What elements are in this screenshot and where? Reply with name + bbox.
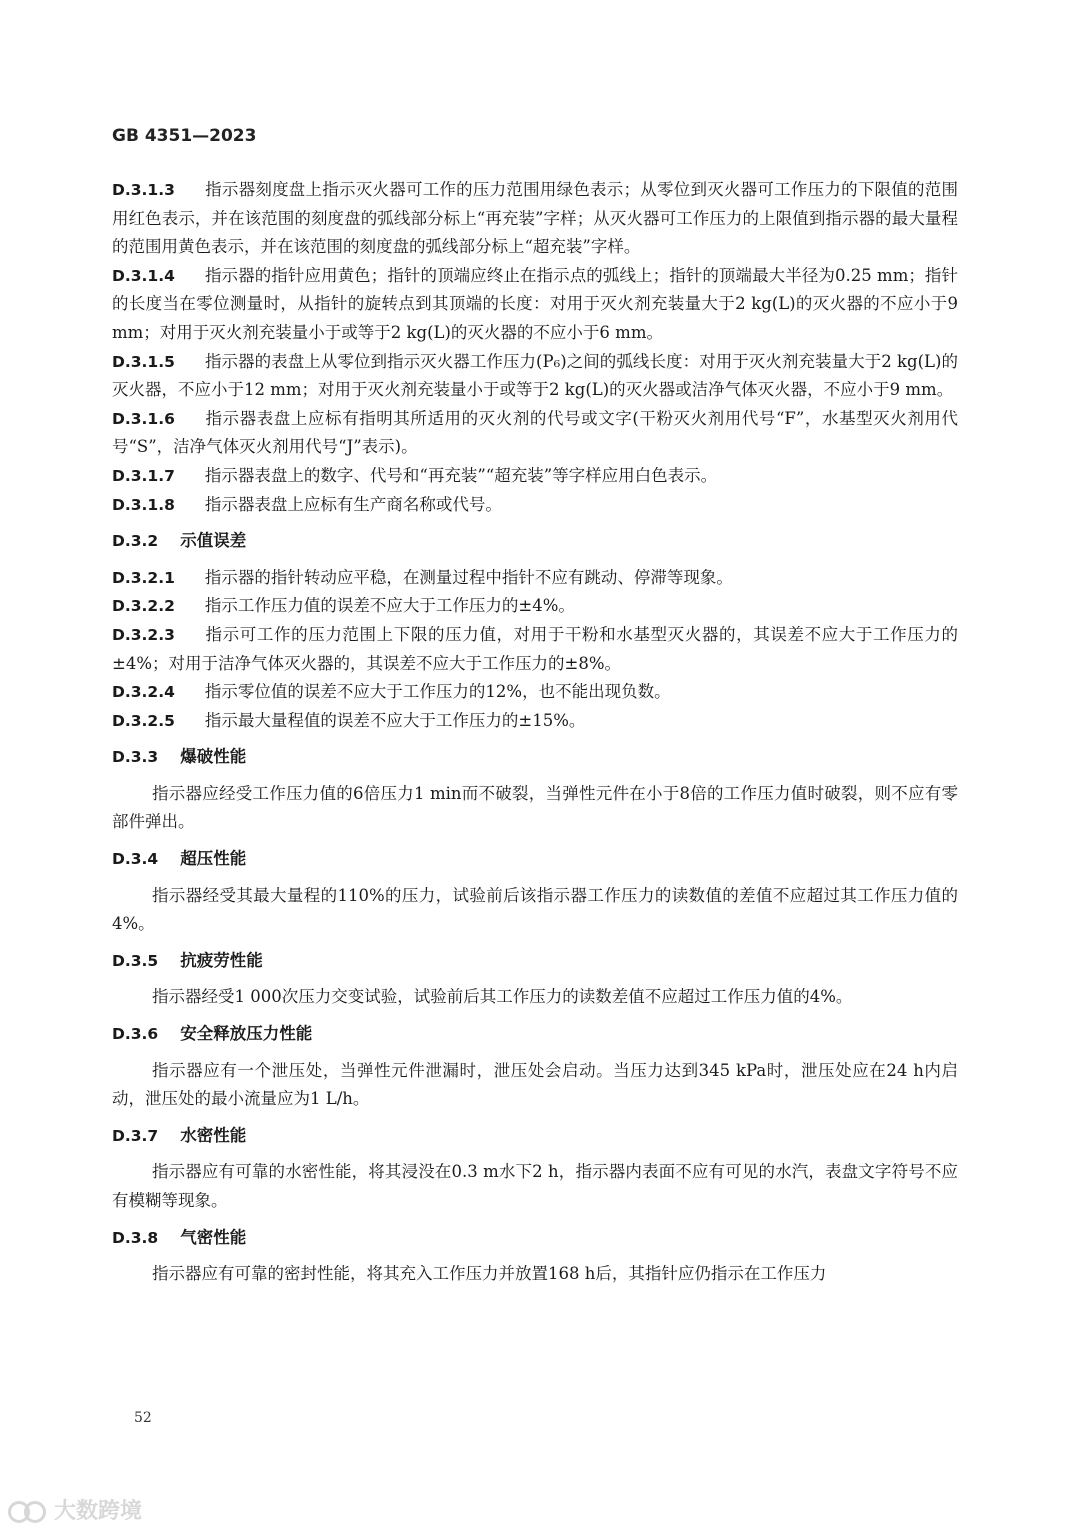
standard-code: GB 4351—2023 (112, 126, 257, 146)
clause-number: D.3.2.5 (112, 711, 175, 730)
section-title: 水密性能 (180, 1125, 247, 1145)
clause-text: 指示器的指针转动应平稳，在测量过程中指针不应有跳动、停滞等现象。 (204, 567, 733, 587)
clause-d3-2-3 (112, 621, 958, 678)
clause-text: 指示器表盘上应标有指明其所适用的灭火剂的代号或文字(干粉灭火剂用代号“F”，水基型灭火剂用代号“S”，洁净气体灭火剂用代号“J”表示)。 (112, 408, 958, 457)
clause-number: D.3.1.5 (112, 352, 175, 371)
clause-d3-2-1 (112, 564, 958, 593)
clause-number: D.3.1.4 (112, 266, 175, 285)
section-title: 安全释放压力性能 (180, 1024, 313, 1044)
paragraph-d3-5: 指示器经受1 000次压力交变试验，试验前后其工作压力的读数差值不应超过工作压力值的4%。 (152, 987, 853, 1007)
clause-text: 指示零位值的误差不应大于工作压力的12%，也不能出现负数。 (204, 682, 671, 702)
section-title: 示值误差 (180, 531, 247, 551)
section-title: 气密性能 (180, 1227, 247, 1247)
clause-number: D.3.2.1 (112, 568, 175, 587)
section-number: D.3.7 (112, 1126, 159, 1145)
section-heading-d3-3 (112, 743, 958, 772)
page-number: 52 (134, 1410, 152, 1426)
clause-text: 指示器表盘上的数字、代号和“再充装”“超充装”等字样应用白色表示。 (204, 465, 718, 485)
paragraph-d3-4: 指示器经受其最大量程的110%的压力，试验前后该指示器工作压力的读数值的差值不应超过其工作压力值的4%。 (112, 885, 958, 934)
section-title: 爆破性能 (180, 747, 247, 767)
double-circle-logo-icon (8, 1499, 48, 1521)
section-heading-d3-8 (112, 1224, 958, 1253)
section-title: 抗疲劳性能 (180, 950, 263, 970)
paragraph-d3-3: 指示器应经受工作压力值的6倍压力1 min而不破裂，当弹性元件在小于8倍的工作压力值时破裂，则不应有零部件弹出。 (112, 783, 958, 832)
clause-text: 指示器表盘上应标有生产商名称或代号。 (204, 494, 502, 514)
clause-d3-1-6 (112, 405, 958, 462)
section-heading-d3-6 (112, 1020, 958, 1049)
clause-text: 指示工作压力值的误差不应大于工作压力的±4%。 (204, 596, 575, 616)
clause-d3-2-2 (112, 592, 958, 621)
clause-number: D.3.2.2 (112, 597, 175, 616)
section-number: D.3.4 (112, 850, 159, 869)
paragraph-d3-6: 指示器应有一个泄压处，当弹性元件泄漏时，泄压处会启动。当压力达到345 kPa时，泄压处应在24 h内启动，泄压处的最小流量应为1 L/h。 (112, 1060, 958, 1109)
section-heading-d3-5 (112, 947, 958, 976)
clause-text: 指示器的指针应用黄色；指针的顶端应终止在指示点的弧线上；指针的顶端最大半径为0.25 mm；指针的长度当在零位测量时，从指针的旋转点到其顶端的长度：对用于灭火剂充装量大于2 kg(L)的灭火器的不应小于9 mm；对用于灭火剂充装量小于或等于2 kg(L)的灭火器的不应小于6 mm。 (112, 265, 958, 342)
section-heading-d3-2 (112, 527, 958, 556)
clause-d3-1-4 (112, 262, 958, 348)
clause-text: 指示器的表盘上从零位到指示灭火器工作压力(P₆)之间的弧线长度：对用于灭火剂充装量大于2 kg(L)的灭火器，不应小于12 mm；对用于灭火剂充装量小于或等于2 kg(L)的灭火器或洁净气体灭火器，不应小于9 mm。 (112, 351, 958, 400)
clause-d3-1-8 (112, 491, 958, 520)
clause-text: 指示器刻度盘上指示灭火器可工作的压力范围用绿色表示；从零位到灭火器可工作压力的下限值的范围用红色表示，并在该范围的刻度盘的弧线部分标上“再充装”字样；从灭火器可工作压力的上限值到指示器的最大量程的范围用黄色表示，并在该范围的刻度盘的弧线部分标上“超充装”字样。 (112, 180, 958, 257)
watermark-text: 大数跨境 (54, 1499, 143, 1524)
section-heading-d3-4 (112, 845, 958, 874)
clause-number: D.3.1.6 (112, 409, 175, 428)
clause-number: D.3.2.4 (112, 683, 175, 702)
clause-number: D.3.1.8 (112, 495, 175, 514)
clause-d3-2-4 (112, 678, 958, 707)
section-number: D.3.3 (112, 748, 159, 767)
paragraph-d3-8: 指示器应有可靠的密封性能，将其充入工作压力并放置168 h后，其指针应仍指示在工作压力 (152, 1264, 827, 1284)
clause-number: D.3.1.7 (112, 466, 175, 485)
paragraph-d3-7: 指示器应有可靠的水密性能，将其浸没在0.3 m水下2 h，指示器内表面不应有可见的水汽，表盘文字符号不应有模糊等现象。 (112, 1162, 958, 1210)
clause-number: D.3.2.3 (112, 625, 175, 644)
clause-text: 指示可工作的压力范围上下限的压力值，对用于干粉和水基型灭火器的，其误差不应大于工作压力的±4%；对用于洁净气体灭火器的，其误差不应大于工作压力的±8%。 (112, 624, 958, 673)
clause-number: D.3.1.3 (112, 181, 175, 199)
section-number: D.3.6 (112, 1025, 159, 1044)
clause-d3-2-5 (112, 707, 958, 736)
clause-text: 指示最大量程值的误差不应大于工作压力的±15%。 (204, 710, 586, 730)
document-body (112, 176, 958, 1297)
clause-d3-1-5 (112, 348, 958, 405)
section-number: D.3.5 (112, 951, 159, 970)
section-number: D.3.2 (112, 532, 159, 551)
clause-d3-1-3 (112, 176, 958, 262)
section-title: 超压性能 (180, 849, 247, 869)
section-heading-d3-7 (112, 1122, 958, 1151)
section-number: D.3.8 (112, 1228, 159, 1247)
watermark (8, 1494, 142, 1525)
clause-d3-1-7 (112, 462, 958, 491)
